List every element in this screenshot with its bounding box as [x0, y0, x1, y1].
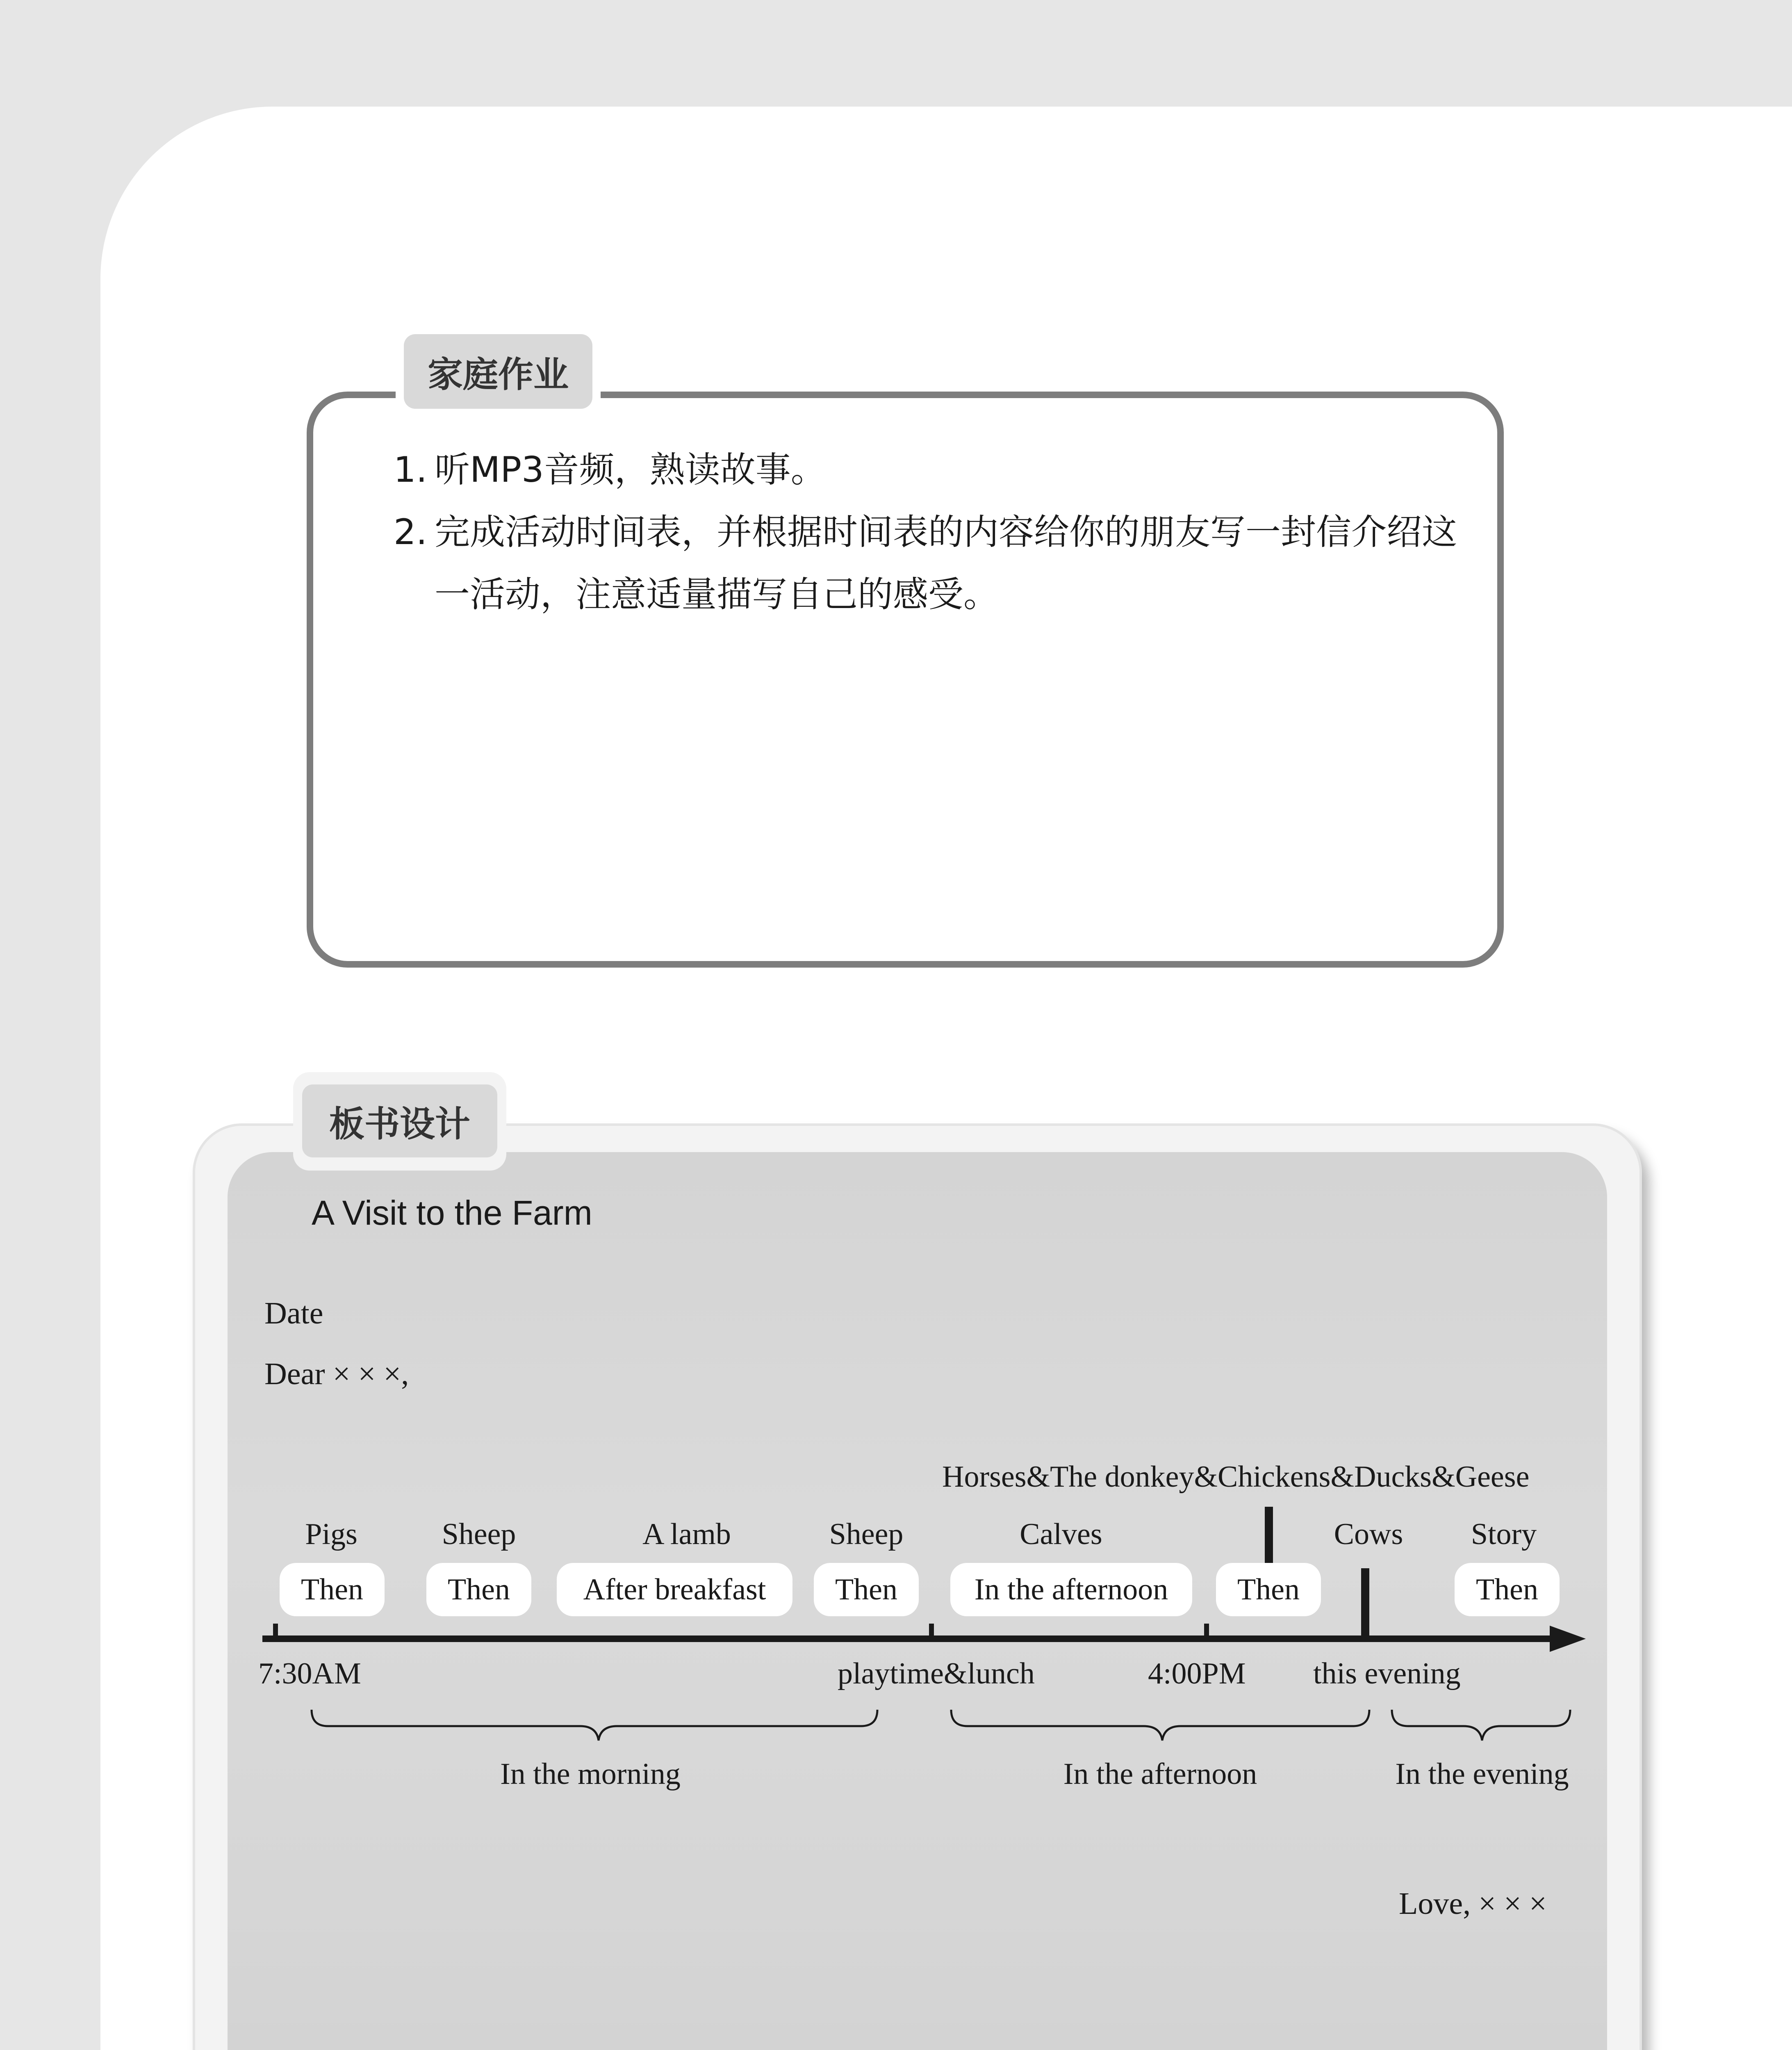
- time-label: playtime&lunch: [838, 1657, 1035, 1690]
- letter-signoff: Love, × × ×: [1399, 1886, 1547, 1921]
- section-label: In the morning: [500, 1757, 681, 1791]
- morning-brace: [312, 1710, 877, 1740]
- homework-item-text: 完成活动时间表，并根据时间表的内容给你的朋友写一封信介绍这一活动，注意适量描写自己的感受。: [435, 512, 1457, 615]
- animal-label: Calves: [1020, 1517, 1102, 1551]
- timeline-pill: Then: [1455, 1563, 1560, 1616]
- letter-date: Date: [264, 1296, 323, 1330]
- timeline-pill: Then: [426, 1563, 531, 1616]
- timeline-pill: Then: [814, 1563, 919, 1616]
- evening-brace: [1392, 1710, 1570, 1740]
- animal-label: Sheep: [442, 1517, 516, 1551]
- homework-item-number: 2.: [394, 512, 428, 553]
- time-label: 4:00PM: [1148, 1657, 1246, 1690]
- board-title: A Visit to the Farm: [312, 1194, 592, 1232]
- section-label: In the evening: [1395, 1757, 1569, 1791]
- timeline-pill: Then: [1216, 1563, 1321, 1616]
- animal-label: Story: [1471, 1517, 1537, 1551]
- animal-label: A lamb: [642, 1517, 731, 1551]
- top-animal-label: Horses&The donkey&Chickens&Ducks&Geese: [942, 1460, 1530, 1494]
- homework-item-text: 听MP3音频，熟读故事。: [435, 449, 826, 490]
- timeline-pill: After breakfast: [557, 1563, 792, 1616]
- letter-greeting: Dear × × ×,: [264, 1357, 409, 1391]
- homework-tab-label: 家庭作业: [404, 334, 592, 409]
- timeline-pill: Then: [280, 1563, 385, 1616]
- section-label: In the afternoon: [1063, 1757, 1257, 1791]
- afternoon-brace: [951, 1710, 1369, 1740]
- timeline-arrow: [1550, 1626, 1586, 1652]
- animal-label: Sheep: [829, 1517, 904, 1551]
- timeline-pill: In the afternoon: [950, 1563, 1192, 1616]
- time-label: this evening: [1313, 1657, 1461, 1690]
- animal-label: Pigs: [305, 1517, 357, 1551]
- board-tab-label: 板书设计: [302, 1084, 497, 1157]
- homework-item-number: 1.: [394, 449, 428, 490]
- time-label: 7:30AM: [258, 1657, 361, 1690]
- animal-label: Cows: [1334, 1517, 1403, 1551]
